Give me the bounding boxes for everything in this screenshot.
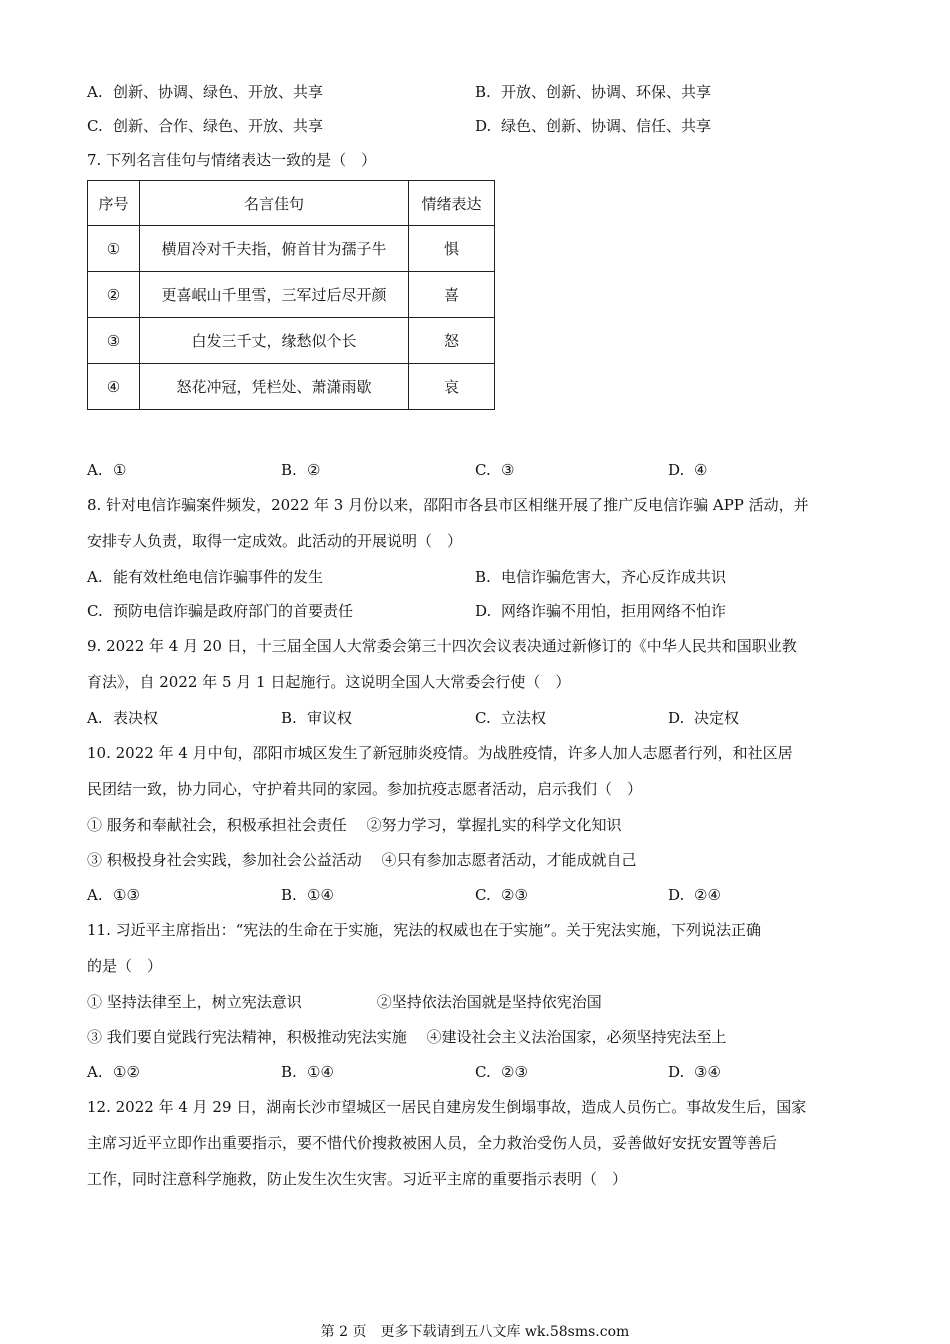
header-cell: 情绪表达 [409, 181, 495, 226]
table-cell: 怒 [409, 318, 495, 364]
q8-option-b: B. 电信诈骗危害大，齐心反诈成共识 [475, 568, 727, 586]
q7-option-c: C. ③ [475, 461, 515, 479]
table-row [88, 226, 495, 272]
table-cell: 更喜岷山千里雪，三军过后尽开颜 [140, 272, 409, 318]
q7-stem: 7. 下列名言佳句与情绪表达一致的是（ ） [87, 151, 377, 169]
table-header-row [88, 181, 495, 226]
q11-option-b: B. ①④ [281, 1063, 334, 1081]
q8-option-a: A. 能有效杜绝电信诈骗事件的发生 [87, 568, 324, 586]
q6-option-d: D. 绿色、创新、协调、信任、共享 [475, 117, 712, 135]
q8-stem-line: 8. 针对电信诈骗案件频发，2022 年 3 月份以来，邵阳市各县市区相继开展了推广反电信诈骗 APP 活动，并 [87, 496, 809, 514]
q9-option-d: D. 决定权 [668, 709, 740, 727]
q11-option-c: C. ②③ [475, 1063, 528, 1081]
table-cell: ④ [88, 364, 140, 410]
table-cell: 惧 [409, 226, 495, 272]
table-cell: ① [88, 226, 140, 272]
q7-table [87, 180, 495, 410]
q10-option-a: A. ①③ [87, 886, 140, 904]
q8-option-d: D. 网络诈骗不用怕，拒用网络不怕诈 [475, 602, 727, 620]
q10-option-b: B. ①④ [281, 886, 334, 904]
q8-stem-line: 安排专人负责，取得一定成效。此活动的开展说明（ ） [87, 532, 463, 550]
table-row [88, 272, 495, 318]
q12-stem-line: 12. 2022 年 4 月 29 日，湖南长沙市望城区一居民自建房发生倒塌事故，造成人员伤亡。事故发生后，国家 [87, 1098, 807, 1116]
table-cell: 白发三千丈，缘愁似个长 [140, 318, 409, 364]
q7-option-a: A. ① [87, 461, 127, 479]
q9-option-a: A. 表决权 [87, 709, 159, 727]
q11-statement: ③ 我们要自觉践行宪法精神，积极推动宪法实施 ④建设社会主义法治国家，必须坚持宪法至上 [87, 1028, 727, 1046]
q9-option-b: B. 审议权 [281, 709, 353, 727]
table-cell: 哀 [409, 364, 495, 410]
table-cell: ③ [88, 318, 140, 364]
header-cell: 名言佳句 [140, 181, 409, 226]
table-row [88, 364, 495, 410]
q10-stem-line: 民团结一致，协力同心，守护着共同的家园。参加抗疫志愿者活动，启示我们（ ） [87, 780, 643, 798]
q6-option-b: B. 开放、创新、协调、环保、共享 [475, 83, 712, 101]
q7-option-b: B. ② [281, 461, 321, 479]
q9-option-c: C. 立法权 [475, 709, 547, 727]
q11-statement: ① 坚持法律至上，树立宪法意识 ②坚持依法治国就是坚持依宪治国 [87, 993, 602, 1011]
q10-statement: ③ 积极投身社会实践，参加社会公益活动 ④只有参加志愿者活动，才能成就自己 [87, 851, 637, 869]
q12-stem-line: 主席习近平立即作出重要指示，要不惜代价搜救被困人员，全力救治受伤人员，妥善做好安抚安置等善后 [87, 1134, 778, 1152]
table-cell: 怒花冲冠，凭栏处、萧潇雨歇 [140, 364, 409, 410]
q11-option-a: A. ①② [87, 1063, 140, 1081]
q7-option-d: D. ④ [668, 461, 708, 479]
q6-option-c: C. 创新、合作、绿色、开放、共享 [87, 117, 324, 135]
q10-statement: ① 服务和奉献社会，积极承担社会责任 ②努力学习，掌握扎实的科学文化知识 [87, 816, 622, 834]
table-cell: ② [88, 272, 140, 318]
q11-stem-line: 的是（ ） [87, 957, 163, 975]
q10-stem-line: 10. 2022 年 4 月中旬，邵阳市城区发生了新冠肺炎疫情。为战胜疫情，许多人加人志愿者行列，和社区居 [87, 744, 793, 762]
q9-stem-line: 育法》，自 2022 年 5 月 1 日起施行。这说明全国人大常委会行使（ ） [87, 673, 571, 691]
table-cell: 喜 [409, 272, 495, 318]
q6-option-a: A. 创新、协调、绿色、开放、共享 [87, 83, 324, 101]
q10-option-d: D. ②④ [668, 886, 721, 904]
q10-option-c: C. ②③ [475, 886, 528, 904]
q11-stem-line: 11. 习近平主席指出：“宪法的生命在于实施，宪法的权威也在于实施”。关于宪法实施，下列说法正确 [87, 921, 761, 939]
table-row [88, 318, 495, 364]
q12-stem-line: 工作，同时注意科学施救，防止发生次生灾害。习近平主席的重要指示表明（ ） [87, 1170, 628, 1188]
q11-option-d: D. ③④ [668, 1063, 721, 1081]
header-cell: 序号 [88, 181, 140, 226]
page-footer: 第 2 页 更多下载请到五八文库 wk.58sms.com [320, 1324, 630, 1340]
q8-option-c: C. 预防电信诈骗是政府部门的首要责任 [87, 602, 354, 620]
table-cell: 横眉冷对千夫指，俯首甘为孺子牛 [140, 226, 409, 272]
q9-stem-line: 9. 2022 年 4 月 20 日，十三届全国人大常委会第三十四次会议表决通过新修订的《中华人民共和国职业教 [87, 637, 797, 655]
